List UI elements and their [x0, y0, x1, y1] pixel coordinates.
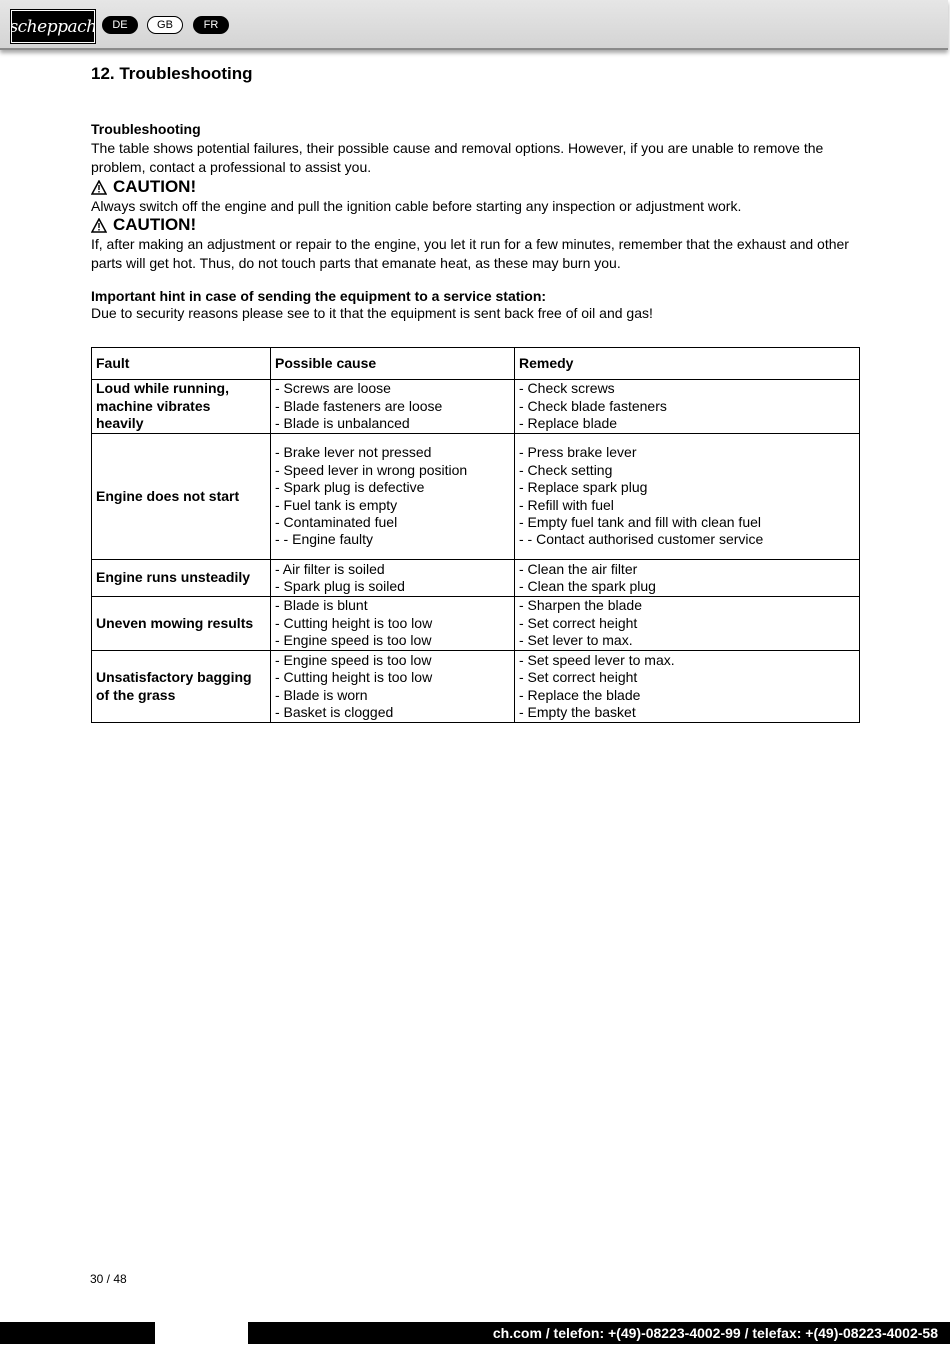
remedy-line: - Empty fuel tank and fill with clean fuel	[519, 513, 762, 530]
remedy-line: - Replace the blade	[519, 686, 641, 703]
cause-line: - Cutting height is too low	[275, 614, 433, 631]
table-row	[92, 597, 860, 651]
footer-bar-contact	[248, 1322, 950, 1344]
hint-heading: Important hint in case of sending the equipment to a service station:	[91, 288, 547, 304]
table-header-row	[92, 348, 860, 380]
intro-text: The table shows potential failures, their possible cause and removal options. However, if you are unable to remove the problem, contact a professional to assist you.	[91, 140, 824, 175]
remedy-line: - Check blade fasteners	[519, 397, 667, 414]
remedy-line: - Replace spark plug	[519, 479, 648, 496]
remedy-line: - Clean the air filter	[519, 560, 638, 577]
remedy-line: - Set correct height	[519, 614, 638, 631]
cause-line: - Basket is clogged	[275, 703, 394, 720]
remedy-cell	[515, 651, 860, 723]
header-cause: Possible cause	[271, 348, 515, 380]
header-fault: Fault	[92, 348, 271, 380]
footer-bar-left	[0, 1322, 155, 1344]
fault-line: Engine runs unsteadily	[96, 569, 251, 586]
cause-cell	[271, 560, 515, 597]
remedy-line: - Sharpen the blade	[519, 597, 642, 614]
fault-line: Uneven mowing results	[96, 614, 254, 631]
table-row	[92, 651, 860, 723]
cause-cell	[271, 651, 515, 723]
fault-cell	[92, 651, 271, 723]
intro-heading: Troubleshooting	[91, 121, 201, 137]
fault-line: of the grass	[96, 686, 176, 703]
fault-line: heavily	[96, 415, 144, 432]
footer-contact-text: ch.com / telefon: +(49)-08223-4002-99 / telefax: +(49)-08223-4002-58	[492, 1325, 938, 1341]
caution-2	[91, 215, 196, 235]
caution-1-text: Always switch off the engine and pull the ignition cable before starting any inspection or adjustment work.	[91, 198, 742, 214]
table-row	[92, 560, 860, 597]
remedy-line: - - Contact authorised customer service	[519, 531, 764, 548]
troubleshooting-table	[91, 347, 860, 723]
lang-fr-button[interactable]: FR	[193, 16, 229, 34]
remedy-line: - Set lever to max.	[519, 632, 633, 649]
remedy-cell	[515, 380, 860, 434]
fault-line: Engine does not start	[96, 487, 240, 504]
remedy-line: - Set correct height	[519, 669, 638, 686]
cause-line: - Brake lever not pressed	[275, 444, 432, 461]
cause-line: - Blade is unbalanced	[275, 415, 410, 432]
remedy-line: - Press brake lever	[519, 444, 637, 461]
header-remedy: Remedy	[515, 348, 860, 380]
cause-line: - Blade fasteners are loose	[275, 397, 443, 414]
caution-label: CAUTION!	[113, 215, 197, 234]
cause-line: - Cutting height is too low	[275, 669, 433, 686]
fault-cell	[92, 434, 271, 560]
remedy-line: - Refill with fuel	[519, 496, 614, 513]
cause-line: - - Engine faulty	[275, 531, 374, 548]
warning-triangle-icon	[91, 180, 107, 195]
hint-text: Due to security reasons please see to it that the equipment is sent back free of oil and gas!	[91, 305, 653, 321]
fault-line: Unsatisfactory bagging	[96, 669, 252, 686]
scheppach-logo: scheppach	[11, 10, 95, 43]
warning-triangle-icon	[91, 218, 107, 233]
cause-cell	[271, 380, 515, 434]
top-bar	[0, 0, 948, 50]
remedy-line: - Empty the basket	[519, 703, 636, 720]
cause-cell	[271, 434, 515, 560]
cause-line: - Air filter is soiled	[275, 560, 385, 577]
table-row	[92, 380, 860, 434]
lang-gb-button[interactable]: GB	[147, 16, 183, 34]
cause-line: - Fuel tank is empty	[275, 496, 398, 513]
remedy-line: - Replace blade	[519, 415, 618, 432]
remedy-line: - Clean the spark plug	[519, 578, 656, 594]
caution-1	[91, 177, 196, 197]
cause-line: - Speed lever in wrong position	[275, 461, 468, 478]
cause-cell	[271, 597, 515, 651]
remedy-cell	[515, 560, 860, 597]
cause-line: - Spark plug is soiled	[275, 578, 405, 594]
cause-line: - Blade is blunt	[275, 597, 368, 614]
caution-2-text: If, after making an adjustment or repair to the engine, you let it run for a few minutes, remember that the exhaust and other parts will get hot. Thus, do not touch parts that emanate heat, as these may burn you.	[91, 236, 849, 271]
cause-line: - Screws are loose	[275, 380, 391, 397]
caution-label: CAUTION!	[113, 177, 197, 196]
cause-line: - Spark plug is defective	[275, 479, 425, 496]
cause-line: - Engine speed is too low	[275, 651, 432, 668]
remedy-cell	[515, 597, 860, 651]
remedy-line: - Set speed lever to max.	[519, 651, 675, 668]
remedy-line: - Check screws	[519, 380, 615, 397]
fault-cell	[92, 560, 271, 597]
section-title: 12. Troubleshooting	[91, 64, 253, 83]
remedy-cell	[515, 434, 860, 560]
table-row	[92, 434, 860, 560]
cause-line: - Engine speed is too low	[275, 632, 432, 649]
cause-line: - Contaminated fuel	[275, 513, 398, 530]
fault-cell	[92, 380, 271, 434]
page-number: 30 / 48	[90, 1272, 127, 1286]
fault-line: machine vibrates	[96, 397, 211, 414]
fault-cell	[92, 597, 271, 651]
cause-line: - Blade is worn	[275, 686, 368, 703]
remedy-line: - Check setting	[519, 461, 613, 478]
fault-line: Loud while running,	[96, 380, 229, 397]
lang-de-button[interactable]: DE	[102, 16, 138, 34]
